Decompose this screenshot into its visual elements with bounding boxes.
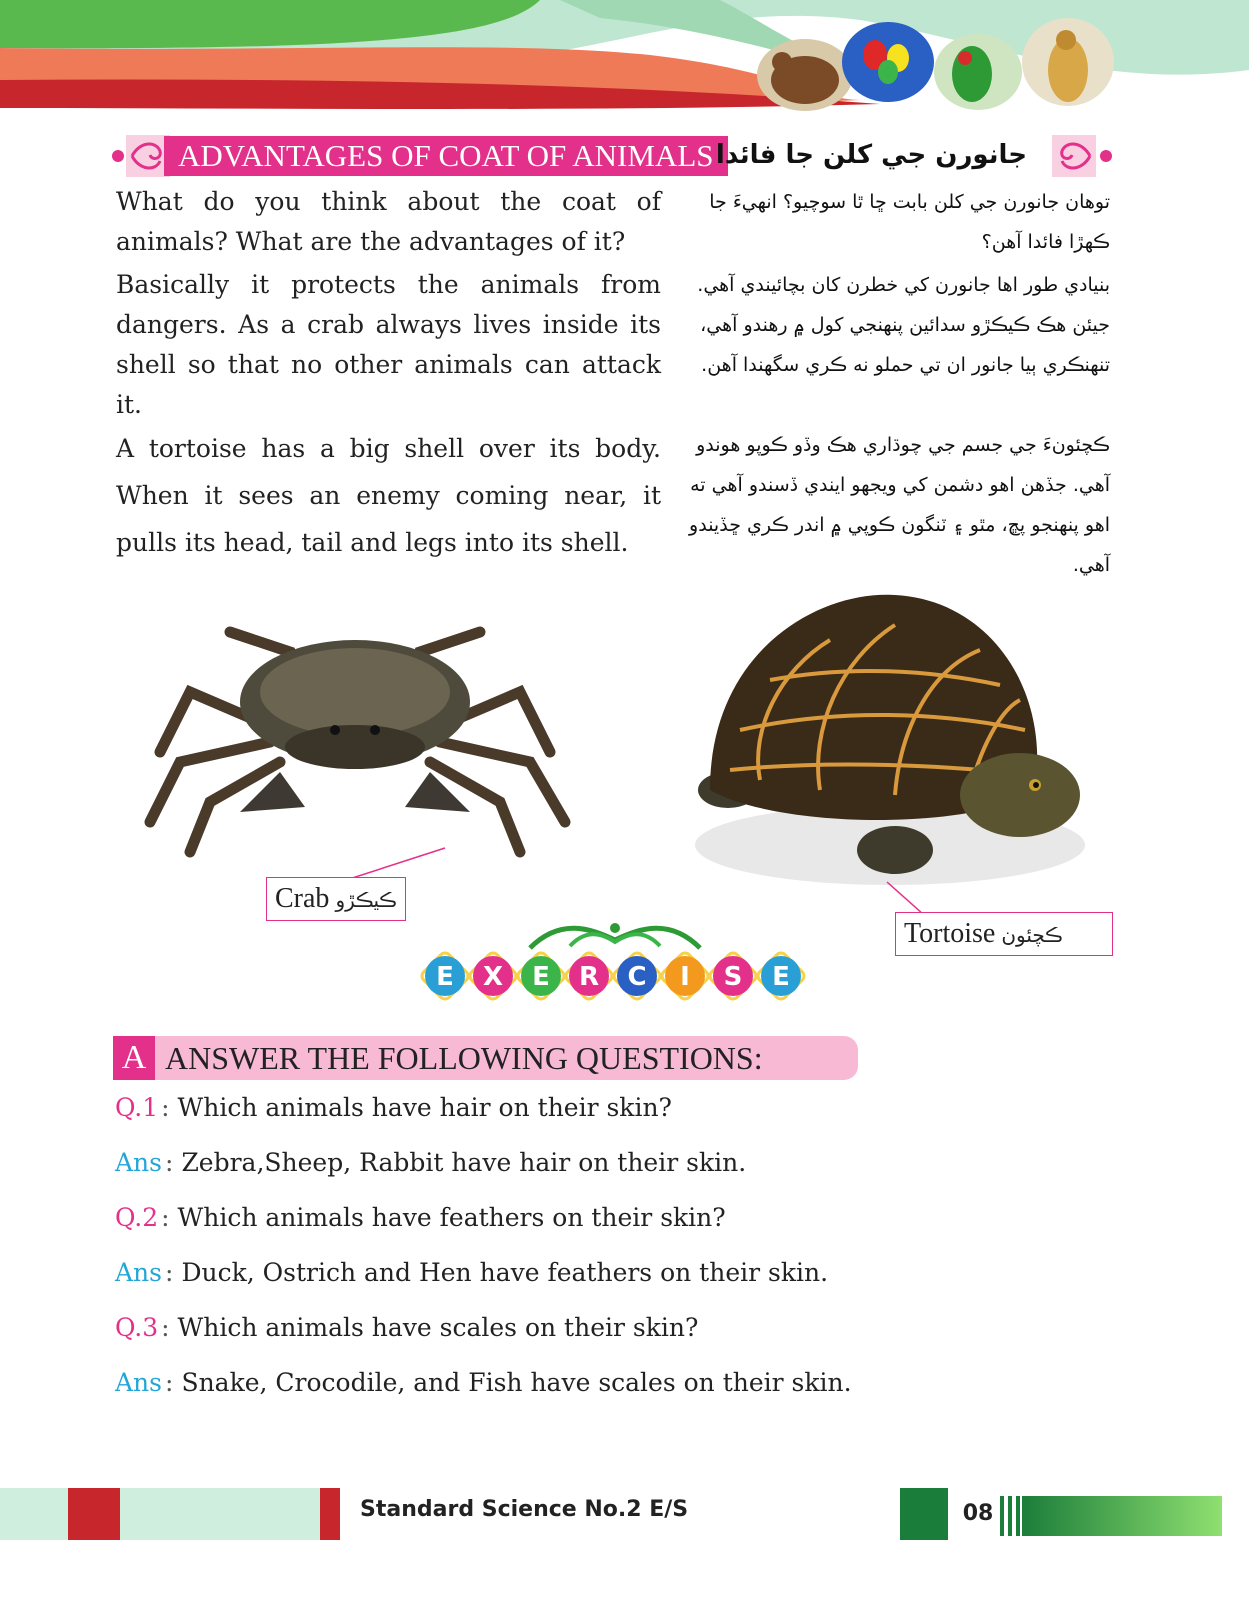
exercise-letter-tile [756,951,807,1002]
parrot-photo [934,34,1022,110]
exercise-letter: E [436,962,454,992]
answer-3-label: Ans [115,1368,162,1397]
question-1-text: Which animals have hair on their skin? [177,1093,672,1122]
question-1: Q.1 : Which animals have hair on their skin? [115,1093,672,1122]
tortoise-caption [895,912,1113,956]
exercise-letter-tile [660,951,711,1002]
exercise-letter: S [723,962,743,992]
answer-2: Ans : Duck, Ostrich and Hen have feathers on their skin. [115,1258,829,1287]
answer-1-text: Zebra,Sheep, Rabbit have hair on their skin. [181,1148,747,1177]
exercise-letter: I [680,962,690,992]
crab-image [120,612,590,862]
flourish-right-icon [1052,135,1096,177]
tortoise-caption-english: Tortoise [904,918,996,949]
question-1-label: Q.1 [115,1093,159,1122]
crab-caption-english: Crab [275,883,330,914]
section-a-header [113,1036,858,1080]
exercise-letter-tile [420,951,470,1002]
exercise-letter-tile [564,951,615,1002]
answer-2-label: Ans [115,1258,162,1287]
heading-dot-right [1100,150,1112,162]
tortoise-caption-sindhi: ڪچئون [1001,923,1063,947]
exercise-letter-tile [516,951,567,1002]
exercise-letter-tile [468,951,519,1002]
section-a-title: ANSWER THE FOLLOWING QUESTIONS: [165,1040,763,1076]
paragraph-2-english: Basically it protects the animals from dangers. As a crab always lives inside its shell so that no other animals can attack it. [116,270,661,419]
exercise-letter: E [532,962,550,992]
footer-book-title: Standard Science No.2 E/S [360,1497,689,1522]
paragraph-3-english: A tortoise has a big shell over its body. When it sees an enemy coming near, it pulls its head, tail and legs into its shell. [116,434,661,557]
answer-1: Ans : Zebra,Sheep, Rabbit have hair on their skin. [115,1148,747,1177]
question-3-text: Which animals have scales on their skin? [177,1313,699,1342]
cheetah-photo [1022,18,1114,106]
crab-caption [266,877,406,921]
crab-caption-sindhi: ڪيڪڙو [335,888,397,912]
exercise-ornament-icon [530,923,700,948]
answer-3: Ans : Snake, Crocodile, and Fish have scales on their skin. [115,1368,852,1397]
heading-dot-left [112,150,124,162]
top-banner [0,0,1249,120]
heading-sindhi: جانورن جي کلن جا فائدا [715,140,1027,170]
question-3: Q.3 : Which animals have scales on their skin? [115,1313,699,1342]
exercise-letter: X [482,962,504,992]
paragraph-1-english: What do you think about the coat of animals? What are the advantages of it? [116,187,661,256]
exercise-letter: C [627,962,647,992]
question-3-label: Q.3 [115,1313,159,1342]
heading-english: ADVANTAGES OF COAT OF ANIMALS [164,136,728,176]
question-2-label: Q.2 [115,1203,159,1232]
exercise-letter: R [578,962,600,992]
answer-3-text: Snake, Crocodile, and Fish have scales on their skin. [181,1368,852,1397]
question-2-text: Which animals have feathers on their skin? [177,1203,726,1232]
exercise-letter: E [772,962,790,992]
tortoise-image [680,580,1090,890]
answer-2-text: Duck, Ostrich and Hen have feathers on their skin. [181,1258,829,1287]
exercise-letter-tile [708,951,759,1002]
section-heading [112,133,1122,181]
paragraph-1-sindhi: توهان جانورن جي کلن بابت ڇا ٿا سوچيو؟ انهيءَ جا ڪهڙا فائدا آهن؟ [709,191,1110,253]
answer-1-label: Ans [115,1148,162,1177]
section-a-letter: A [113,1036,155,1080]
exercise-letter-tile [612,951,663,1002]
question-2: Q.2 : Which animals have feathers on their skin? [115,1203,726,1232]
balloons-photo [842,22,934,102]
exercise-badge [420,918,810,1008]
bear-photo [757,39,853,111]
page-number: 08 [962,1501,994,1526]
tortoise-caption-pointer [885,880,945,916]
paragraph-2-sindhi: بنيادي طور اها جانورن کي خطرن کان بچائيندي آهي. جيئن هڪ ڪيڪڙو سدائين پنهنجي کول ۾ رهندو آهي، تنهنڪري ٻيا جانور ان تي حملو نه ڪري سگهندا آهن. [697,274,1110,376]
paragraph-3-sindhi: ڪچئونءَ جي جسم جي چوڌاري هڪ وڏو ڪوپو هوندو آهي. جڏهن اهو دشمن کي ويجهو ايندي ڏسندو آهي ته اهو پنهنجو پڇ، مٿو ۽ ٽنگون ڪوپي ۾ اندر ڪري ڇڏيندو آهي. [689,434,1110,576]
